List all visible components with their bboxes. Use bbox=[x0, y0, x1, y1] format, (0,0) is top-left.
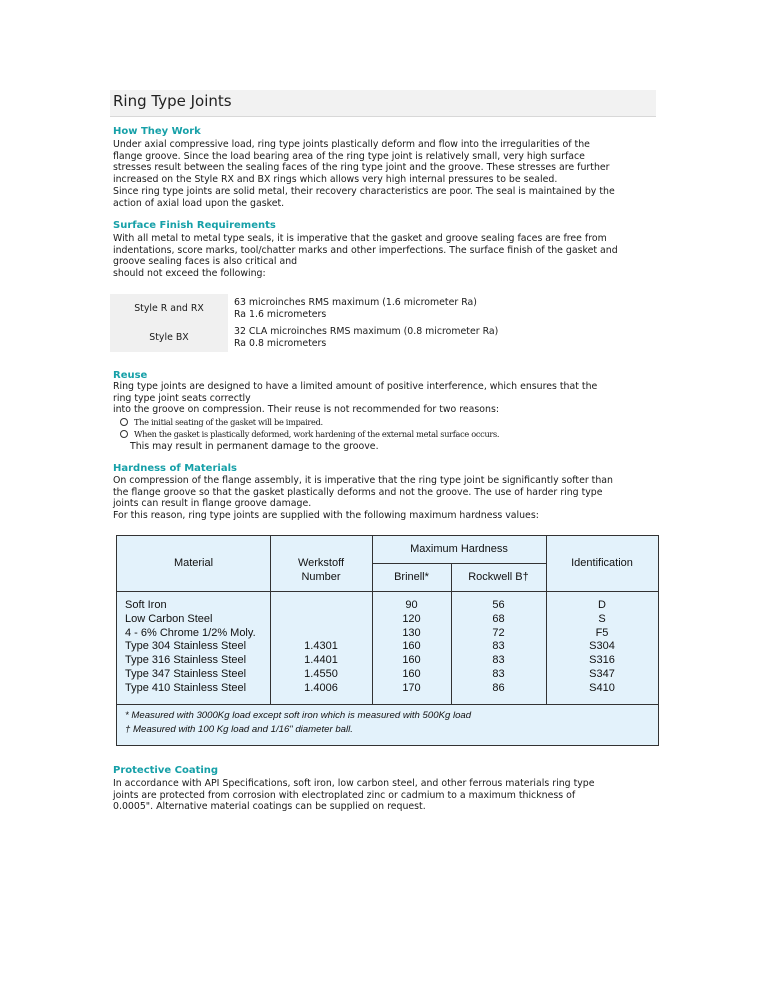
identification-cell: S410 bbox=[589, 681, 615, 694]
column-werkstoff bbox=[270, 599, 372, 696]
reuse-conclusion: This may result in permanent damage to the groove. bbox=[130, 441, 379, 452]
header-material: Material bbox=[173, 557, 214, 569]
brinell-cell: 160 bbox=[402, 640, 421, 653]
text-line: flange groove. Since the load bearing area of the ring type joint is relatively small, very high surface bbox=[113, 150, 585, 162]
circle-bullet-icon bbox=[120, 418, 128, 426]
identification-cell: F5 bbox=[595, 626, 609, 639]
brinell-cell: 120 bbox=[402, 612, 421, 625]
text-line: increased on the Style RX and BX rings which allows very high internal pressures to be sealed. bbox=[113, 174, 558, 186]
rockwell-cell: 72 bbox=[492, 626, 505, 639]
column-rockwell bbox=[451, 599, 546, 696]
werkstoff-cell: 1.4401 bbox=[304, 654, 338, 667]
heading-how-they-work: How They Work bbox=[113, 126, 201, 137]
paragraph-how-they-work bbox=[113, 139, 658, 209]
brinell-cell: 160 bbox=[402, 654, 421, 667]
footnote-brinell: * Measured with 3000Kg load except soft iron which is measured with 500Kg load bbox=[125, 710, 472, 721]
paragraph-hardness bbox=[113, 475, 658, 522]
text-line: the flange groove so that the gasket plastically deforms and not the groove. The use of harder ring type bbox=[113, 486, 603, 498]
value-line: 63 microinches RMS maximum (1.6 micrometer Ra) bbox=[234, 296, 477, 308]
rockwell-cell: 83 bbox=[492, 654, 505, 667]
text-line: joints are protected from corrosion with electroplated zinc or cadmium to a maximum thickness of bbox=[113, 789, 576, 801]
heading-protective-coating: Protective Coating bbox=[113, 765, 219, 776]
text-line: In accordance with API Specifications, soft iron, low carbon steel, and other ferrous materials ring type bbox=[113, 778, 595, 789]
heading-hardness: Hardness of Materials bbox=[113, 463, 237, 474]
table-row bbox=[110, 323, 530, 352]
rockwell-cell: 56 bbox=[492, 599, 505, 611]
value-line: Ra 0.8 micrometers bbox=[234, 337, 327, 349]
rockwell-cell: 68 bbox=[492, 612, 505, 625]
header-brinell: Brinell* bbox=[394, 571, 429, 583]
brinell-cell: 160 bbox=[402, 667, 421, 680]
heading-reuse: Reuse bbox=[113, 370, 148, 381]
page-title: Ring Type Joints bbox=[113, 92, 232, 110]
rockwell-cell: 83 bbox=[492, 640, 505, 653]
text-line: Since ring type joints are solid metal, their recovery characteristics are poor. The seal is maintained by the bbox=[113, 185, 615, 197]
column-brinell bbox=[372, 599, 451, 696]
header-werkstoff: Werkstoff Number bbox=[297, 557, 345, 583]
text-line: Ring type joints are designed to have a limited amount of positive interference, which ensures that the bbox=[113, 381, 598, 392]
rockwell-cell: 83 bbox=[492, 667, 505, 680]
text-line: For this reason, ring type joints are supplied with the following maximum hardness values: bbox=[113, 510, 539, 522]
table-divider bbox=[117, 591, 658, 592]
paragraph-surface-finish bbox=[113, 233, 658, 280]
text-line: stresses result between the sealing faces of the ring type joint and the groove. These stresses are further bbox=[113, 162, 610, 174]
identification-cell: S316 bbox=[589, 654, 615, 667]
table-divider bbox=[117, 704, 658, 705]
text-line: With all metal to metal type seals, it is imperative that the gasket and groove sealing faces are free from bbox=[113, 233, 607, 244]
text-line: action of axial load upon the gasket. bbox=[113, 197, 285, 209]
identification-cell: S304 bbox=[589, 640, 615, 653]
circle-bullet-icon bbox=[120, 430, 128, 438]
text-line: ring type joint seats correctly bbox=[113, 392, 251, 404]
list-item bbox=[120, 429, 499, 439]
header-max-hardness: Maximum Hardness bbox=[410, 543, 508, 555]
werkstoff-cell bbox=[270, 599, 372, 613]
material-cell: Type 304 Stainless Steel bbox=[125, 640, 247, 653]
text-line: indentations, score marks, tool/chatter marks and other imperfections. The surface finish of the gasket and bbox=[113, 244, 618, 256]
brinell-cell: 130 bbox=[402, 626, 421, 639]
list-item bbox=[120, 417, 323, 427]
rockwell-cell: 86 bbox=[492, 681, 505, 694]
bullet-text: The initial seating of the gasket will be impaired. bbox=[134, 417, 323, 427]
text-line: into the groove on compression. Their reuse is not recommended for two reasons: bbox=[113, 404, 500, 416]
brinell-cell: 90 bbox=[405, 599, 418, 611]
style-cell: Style R and RX bbox=[110, 294, 228, 323]
text-line: 0.0005". Alternative material coatings can be supplied on request. bbox=[113, 801, 426, 813]
paragraph-protective-coating bbox=[113, 778, 658, 813]
material-cell: Type 410 Stainless Steel bbox=[125, 681, 247, 694]
table-divider bbox=[372, 563, 546, 564]
text-line: joints can result in flange groove damage. bbox=[113, 498, 312, 510]
text-line: On compression of the flange assembly, it is imperative that the ring type joint be significantly softer than bbox=[113, 475, 613, 486]
column-material bbox=[125, 599, 270, 696]
material-cell: Soft Iron bbox=[125, 599, 167, 611]
material-cell: Low Carbon Steel bbox=[125, 612, 213, 625]
identification-cell: S bbox=[598, 612, 606, 625]
werkstoff-cell bbox=[270, 627, 372, 641]
text-line: Under axial compressive load, ring type joints plastically deform and flow into the irregularities of the bbox=[113, 139, 590, 150]
material-cell: 4 - 6% Chrome 1/2% Moly. bbox=[125, 626, 256, 639]
table-row bbox=[110, 294, 530, 323]
text-line: should not exceed the following: bbox=[113, 268, 266, 280]
value-cell bbox=[228, 323, 530, 352]
identification-cell: D bbox=[598, 599, 606, 611]
werkstoff-cell: 1.4006 bbox=[304, 681, 338, 694]
header-rockwell: Rockwell B† bbox=[468, 571, 529, 583]
surface-finish-table bbox=[110, 294, 530, 352]
value-line: 32 CLA microinches RMS maximum (0.8 micrometer Ra) bbox=[234, 325, 499, 337]
heading-surface-finish: Surface Finish Requirements bbox=[113, 220, 276, 231]
brinell-cell: 170 bbox=[402, 681, 421, 694]
footnote-rockwell: † Measured with 100 Kg load and 1/16" diameter ball. bbox=[125, 724, 353, 735]
value-cell bbox=[228, 294, 530, 323]
hardness-table bbox=[116, 535, 659, 746]
title-bar bbox=[110, 90, 656, 117]
werkstoff-cell: 1.4301 bbox=[304, 640, 338, 653]
header-identification: Identification bbox=[571, 557, 633, 569]
style-cell: Style BX bbox=[110, 323, 228, 352]
paragraph-reuse bbox=[113, 381, 658, 416]
text-line: groove sealing faces is also critical and bbox=[113, 256, 298, 268]
bullet-text: When the gasket is plastically deformed, work hardening of the external metal surface occurs. bbox=[134, 429, 500, 439]
werkstoff-cell: 1.4550 bbox=[304, 667, 338, 680]
column-identification bbox=[546, 599, 658, 696]
werkstoff-cell bbox=[270, 613, 372, 627]
material-cell: Type 316 Stainless Steel bbox=[125, 654, 247, 667]
material-cell: Type 347 Stainless Steel bbox=[125, 667, 247, 680]
value-line: Ra 1.6 micrometers bbox=[234, 308, 327, 320]
identification-cell: S347 bbox=[589, 667, 615, 680]
